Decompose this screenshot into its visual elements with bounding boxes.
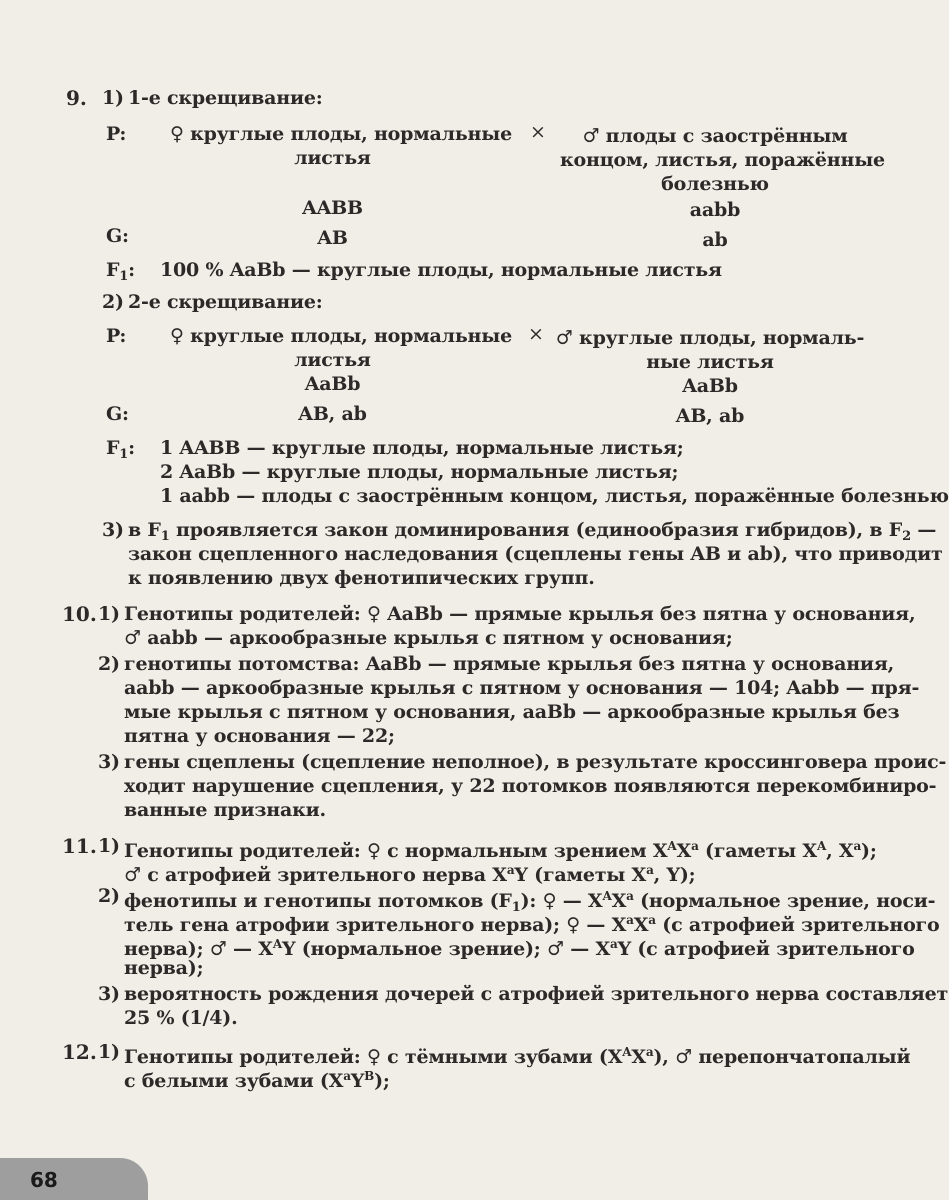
- q11-line2: ♂ с атрофией зрительного нерва $X^aY$ (гаметы $X^a$, Y);: [124, 863, 696, 886]
- q11-line3: фенотипы и генотипы потомков $(F_1)$: ♀ — $X^AX^a$ (нормальное зрение, носи-: [124, 889, 936, 915]
- q10-step3-number: 3): [98, 751, 120, 773]
- q9-cross2-male-line1: ♂ круглые плоды, нормаль-: [555, 327, 865, 349]
- q9-cross1-p-label: P:: [106, 123, 127, 145]
- q10-line2: ♂ aabb — аркообразные крылья с пятном у основания;: [124, 627, 733, 649]
- q10-line8: ходит нарушение сцепления, у 22 потомков появляются перекомбиниро-: [124, 775, 937, 797]
- q12-step1-number: 1): [98, 1041, 120, 1063]
- q9-cross2-female-line1: ♀ круглые плоды, нормальные: [170, 325, 512, 347]
- q9-cross2-male-line2: ные листья: [646, 351, 774, 373]
- q11-step1-number: 1): [98, 835, 120, 857]
- q11-line5: нерва); ♂ — $X^AY$ (нормальное зрение); ♂ — $X^aY$ (с атрофией зрительного: [124, 937, 915, 960]
- q9-cross1-male-line2: концом, листья, поражённые: [560, 149, 885, 171]
- q9-cross1-female-line2: листья: [294, 147, 371, 169]
- q9-cross2-female-line2: листья: [294, 349, 371, 371]
- q9-cross1-male-line1: ♂ плоды с заострённым: [582, 125, 848, 147]
- q11-line8: 25 % (1/4).: [124, 1007, 238, 1029]
- q11-line7: вероятность рождения дочерей с атрофией зрительного нерва составляет: [124, 983, 949, 1005]
- q9-cross1-g-label: G:: [106, 225, 129, 247]
- q11-line4: тель гена атрофии зрительного нерва); ♀ — $X^aX^a$ (с атрофией зрительного: [124, 913, 940, 936]
- q9-cross2-cross-sign: ×: [528, 323, 544, 345]
- q12-line2: с белыми зубами $(X^aY^B)$;: [124, 1069, 390, 1092]
- q10-line5: мые крылья с пятном у основания, aaBb — аркообразные крылья без: [124, 701, 900, 723]
- q9-cross2-female-genotype: AaBb: [304, 373, 361, 395]
- q9-step3-line1: в $F_1$ проявляется закон доминирования (единообразия гибридов), в $F_2$ —: [128, 519, 937, 544]
- q11-step3-number: 3): [98, 983, 120, 1005]
- q9-cross2-f1-line3: 1 aabb — плоды с заострённым концом, листья, поражённые болезнью: [160, 485, 949, 507]
- q10-line3: генотипы потомства: AaBb — прямые крылья без пятна у основания,: [124, 653, 895, 675]
- q9-cross1-f1-label: $F_1$:: [106, 259, 135, 284]
- q9-cross1-male-line3: болезнью: [661, 173, 769, 195]
- q9-cross1-male-genotype: aabb: [689, 199, 741, 221]
- q9-cross2-male-gametes: AB, ab: [675, 405, 745, 427]
- q10-number: 10.: [62, 602, 97, 626]
- q10-step2-number: 2): [98, 653, 120, 675]
- q9-step2-number: 2): [102, 291, 124, 313]
- q9-cross2-f1-label: $F_1$:: [106, 437, 135, 462]
- q9-cross1-female-genotype: AABB: [302, 197, 363, 219]
- q10-line6: пятна у основания — 22;: [124, 725, 395, 747]
- q11-line1: Генотипы родителей: ♀ с нормальным зрением $X^AX^a$ (гаметы $X^A$, $X^a$);: [124, 839, 877, 862]
- q9-step2-title: 2-е скрещивание:: [128, 291, 323, 313]
- q10-step1-number: 1): [98, 603, 120, 625]
- q11-number: 11.: [62, 834, 97, 858]
- q9-cross2-p-label: P:: [106, 325, 127, 347]
- q10-line9: ванные признаки.: [124, 799, 326, 821]
- q9-cross1-f1-result: 100 % AaBb — круглые плоды, нормальные листья: [160, 259, 722, 281]
- q11-line6: нерва);: [124, 957, 204, 979]
- q9-cross2-male-genotype: AaBb: [682, 375, 738, 397]
- q9-cross1-male-gametes: ab: [702, 229, 728, 251]
- q12-line1: Генотипы родителей: ♀ с тёмными зубами $(X^AX^a)$, ♂ перепончатопалый: [124, 1045, 911, 1068]
- q9-cross1-cross-sign: ×: [530, 121, 546, 143]
- q11-step2-number: 2): [98, 885, 120, 907]
- q9-cross2-g-label: G:: [106, 403, 129, 425]
- q10-line1: Генотипы родителей: ♀ AaBb — прямые крылья без пятна у основания,: [124, 603, 916, 625]
- q10-line4: aabb — аркообразные крылья с пятном у основания — 104; Aabb — пря-: [124, 677, 920, 699]
- page-number: 68: [30, 1168, 58, 1192]
- q9-cross1-female-gametes: AB: [317, 227, 348, 249]
- q9-cross2-f1-line2: 2 AaBb — круглые плоды, нормальные листья;: [160, 461, 679, 483]
- q9-step3-line3: к появлению двух фенотипических групп.: [128, 567, 595, 589]
- page-number-tab: [0, 1158, 148, 1200]
- q9-step3-number: 3): [102, 519, 124, 541]
- q9-step1-title: 1-е скрещивание:: [128, 87, 323, 109]
- q9-step1-number: 1): [102, 87, 124, 109]
- q12-number: 12.: [62, 1040, 97, 1064]
- q9-cross2-f1-line1: 1 AABB — круглые плоды, нормальные листья;: [160, 437, 684, 459]
- q10-line7: гены сцеплены (сцепление неполное), в результате кроссинговера проис-: [124, 751, 947, 773]
- q9-cross2-female-gametes: AB, ab: [298, 403, 367, 425]
- q9-step3-line2: закон сцепленного наследования (сцеплены гены AB и ab), что приводит: [128, 543, 943, 565]
- q9-cross1-female-line1: ♀ круглые плоды, нормальные: [170, 123, 512, 145]
- q9-number: 9.: [66, 86, 87, 110]
